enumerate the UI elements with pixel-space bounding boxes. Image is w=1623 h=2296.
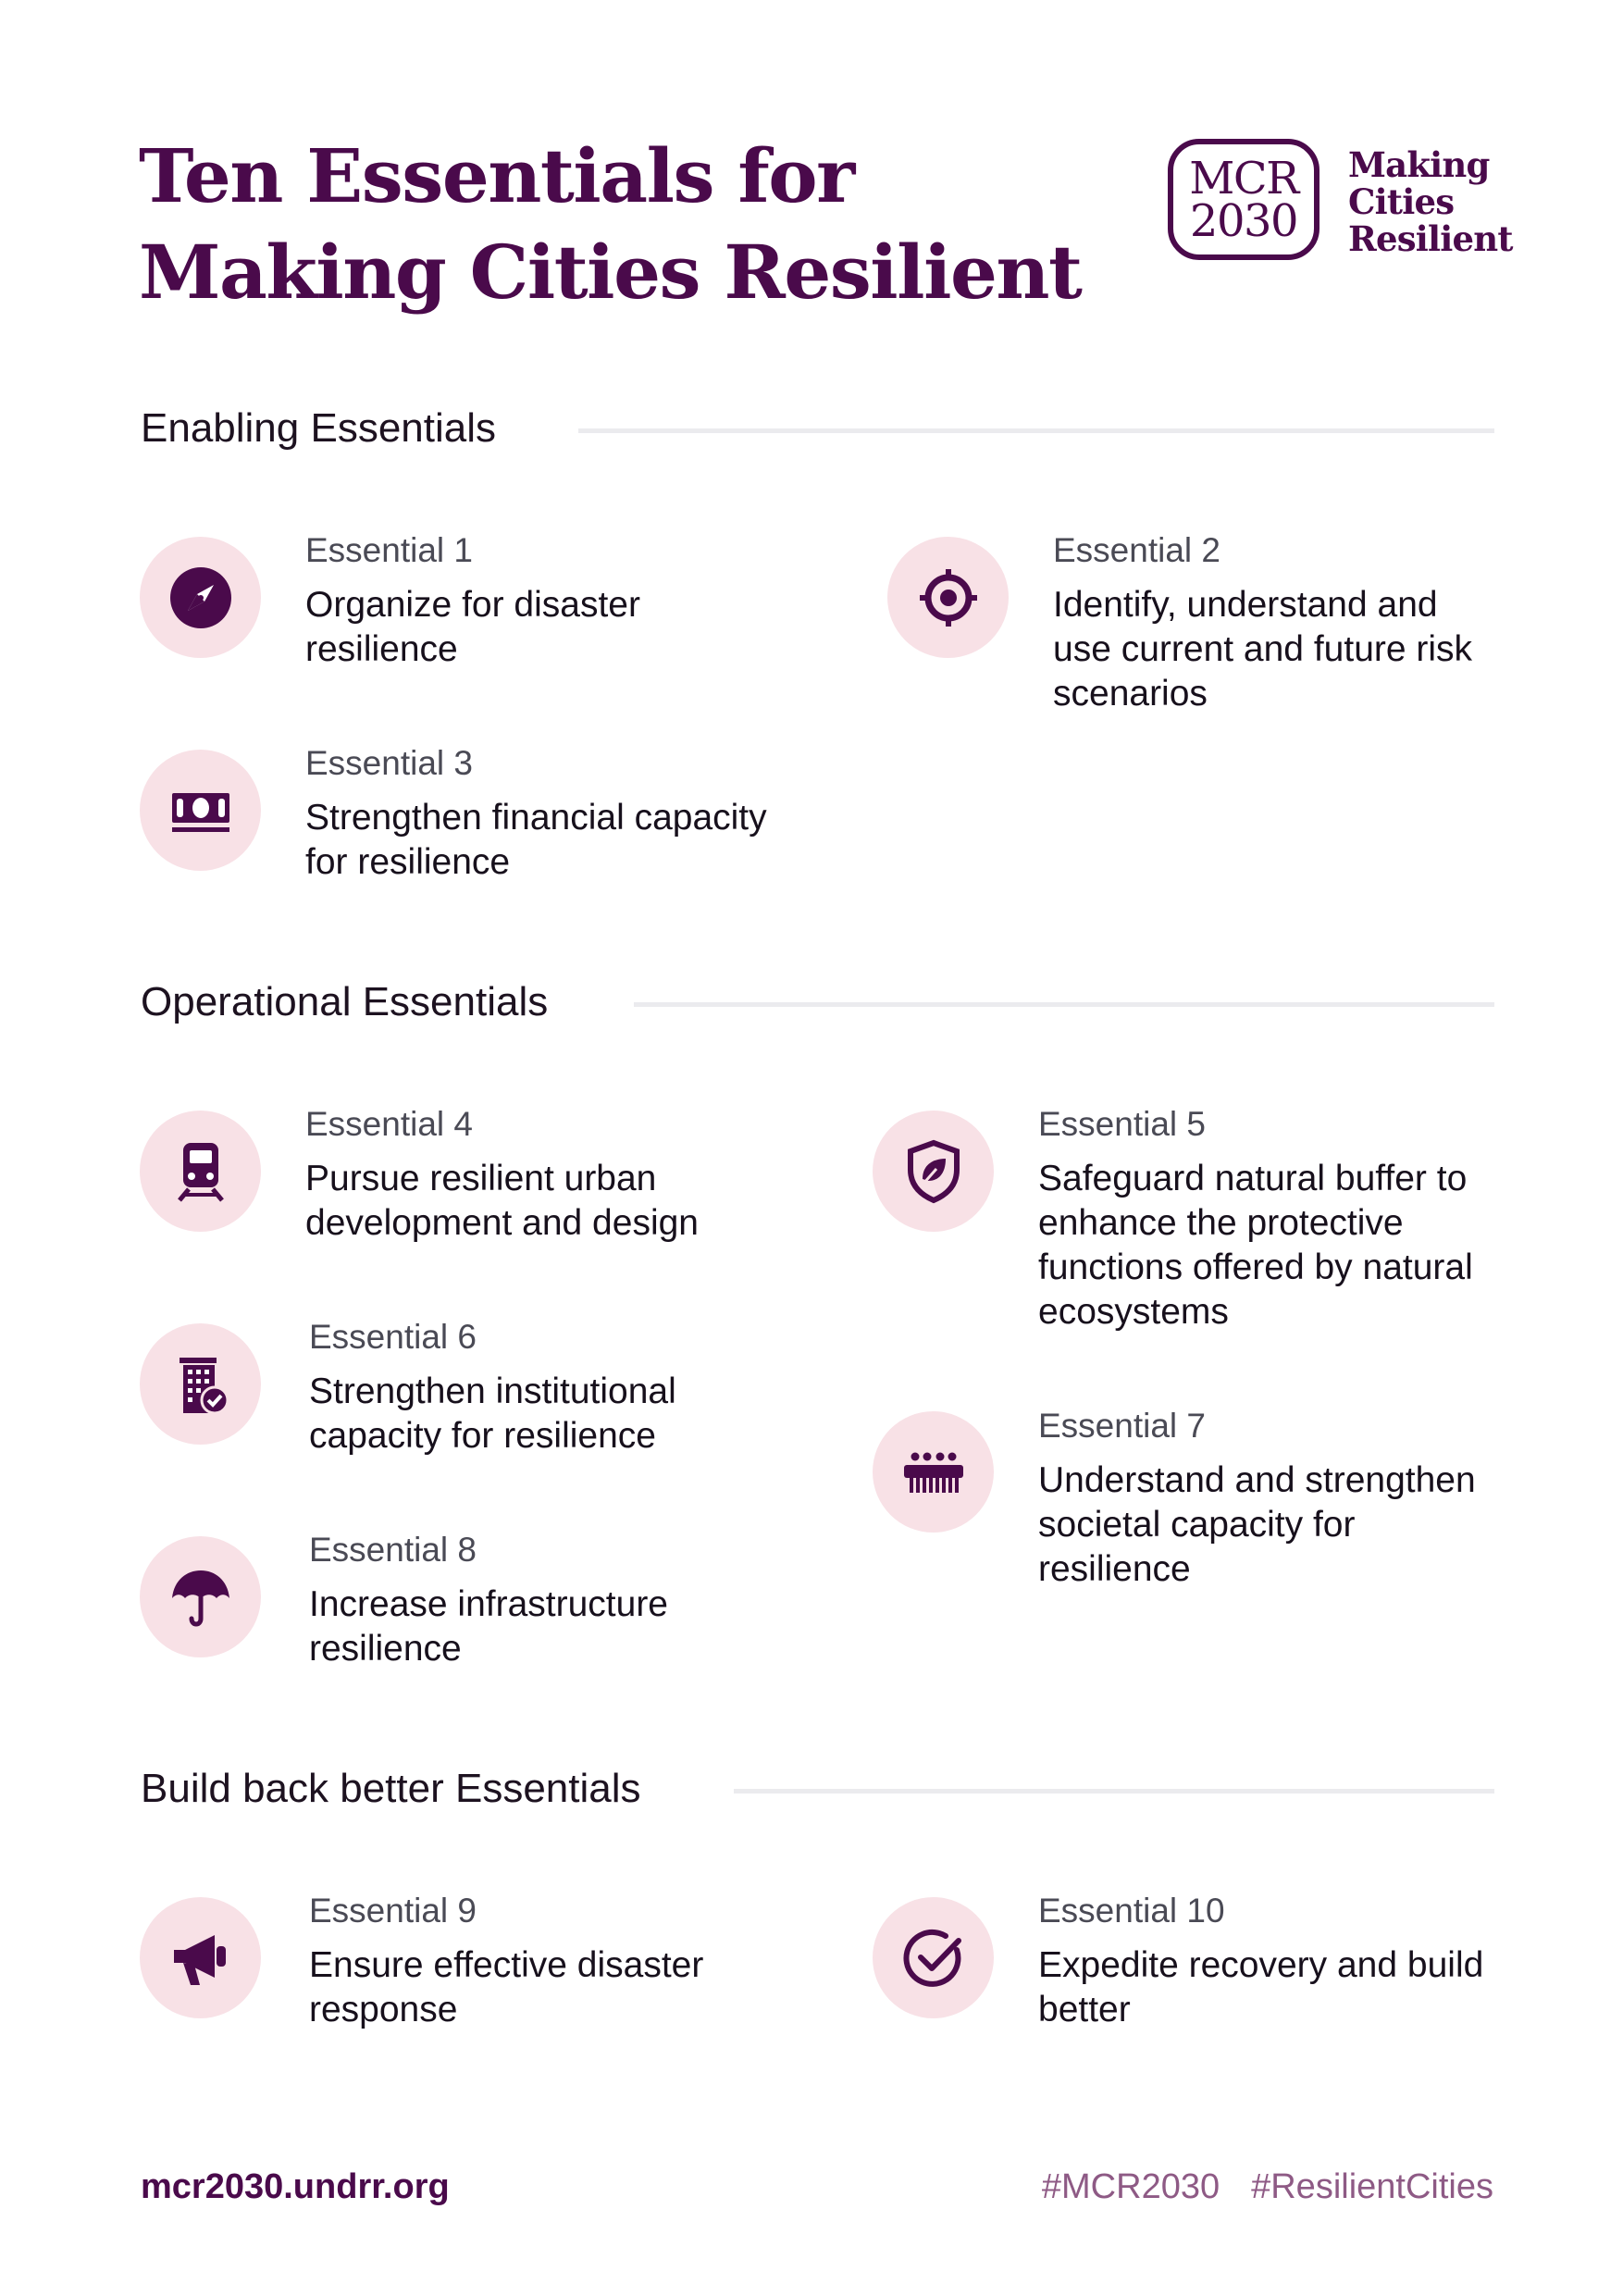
essential-label: Essential 5 [1038, 1105, 1206, 1143]
essential-text: Ensure effective disaster response [309, 1945, 704, 2029]
building-check-icon [140, 1323, 261, 1445]
people-group-icon [873, 1411, 994, 1533]
page-title [139, 128, 1081, 320]
check-circle-icon [873, 1897, 994, 2018]
megaphone-icon [140, 1897, 261, 2018]
essential-label: Essential 9 [309, 1892, 477, 1930]
mcr2030-logo [1168, 139, 1513, 273]
essential-text: Pursue resilient urban development and design [305, 1159, 699, 1243]
essential-label: Essential 8 [309, 1531, 477, 1569]
logo-wordmark-line3: Resilient [1348, 218, 1513, 259]
essential-label: Essential 1 [305, 531, 473, 569]
page-title-line2: Making Cities Resilient [139, 229, 1082, 316]
section-title: Enabling Essentials [141, 405, 497, 451]
essential-label: Essential 3 [305, 744, 473, 782]
essential-text: Strengthen institutional capacity for resilience [309, 1371, 676, 1456]
train-icon [140, 1111, 261, 1232]
money-icon [140, 750, 261, 871]
hashtag-mcr2030: #MCR2030 [1041, 2167, 1220, 2206]
page-title-line1: Ten Essentials for [139, 132, 854, 219]
essential-label: Essential 10 [1038, 1892, 1225, 1930]
logo-badge [1168, 139, 1319, 260]
compass-icon [140, 537, 261, 658]
logo-badge-line1: MCR [1189, 152, 1298, 205]
essential-label: Essential 4 [305, 1105, 473, 1143]
essential-text: Organize for disaster resilience [305, 585, 640, 669]
section-title: Build back better Essentials [141, 1766, 641, 1811]
essential-label: Essential 2 [1053, 531, 1220, 569]
hashtag-resilient-cities: #ResilientCities [1251, 2167, 1493, 2206]
section-divider [634, 1002, 1494, 1007]
logo-wordmark-line1: Making [1348, 144, 1490, 185]
section-title: Operational Essentials [141, 979, 549, 1024]
logo-badge-line2: 2030 [1189, 194, 1298, 247]
essential-text: Safeguard natural buffer to enhance the protective functions offered by natural ecosystems [1038, 1159, 1473, 1332]
target-icon [887, 537, 1009, 658]
umbrella-icon [140, 1536, 261, 1657]
essential-label: Essential 6 [309, 1318, 477, 1356]
footer-hashtags [1010, 2167, 1493, 2207]
essential-text: Strengthen financial capacity for resilience [305, 798, 767, 882]
footer-website-link[interactable]: mcr2030.undrr.org [141, 2167, 450, 2206]
section-build-back-heading [141, 1766, 641, 1812]
logo-wordmark-line2: Cities [1348, 181, 1455, 222]
essential-text: Increase infrastructure resilience [309, 1584, 669, 1669]
section-divider [734, 1789, 1494, 1793]
section-divider [578, 428, 1494, 433]
shield-leaf-icon [873, 1111, 994, 1232]
essential-text: Identify, understand and use current and future risk scenarios [1053, 585, 1473, 714]
section-operational-heading [141, 979, 548, 1025]
essential-text: Understand and strengthen societal capacity for resilience [1038, 1460, 1476, 1589]
essential-label: Essential 7 [1038, 1407, 1206, 1445]
section-enabling-heading [141, 405, 496, 452]
logo-wordmark [1348, 146, 1513, 257]
essential-text: Expedite recovery and build better [1038, 1945, 1484, 2029]
